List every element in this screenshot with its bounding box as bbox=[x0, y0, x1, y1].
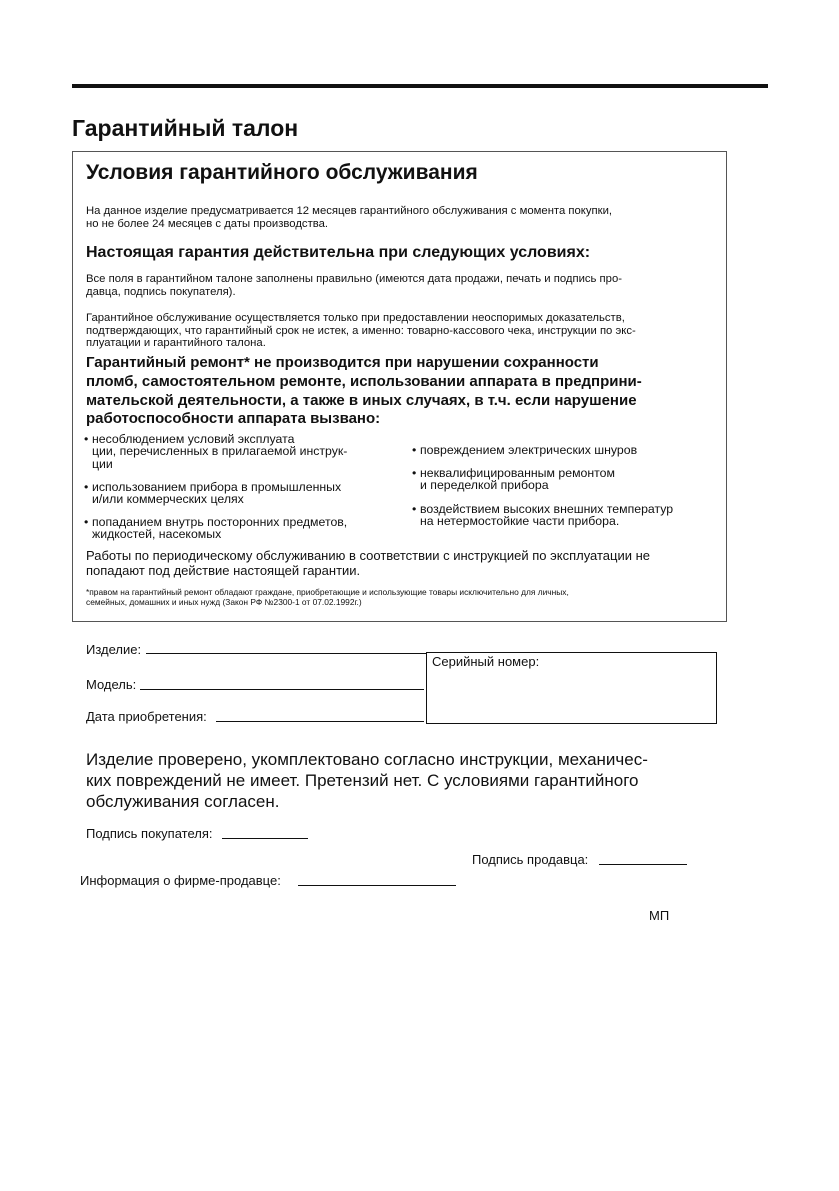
list-item: • неквалифицированным ремонтом и переделкой прибора bbox=[412, 466, 615, 493]
model-label: Модель: bbox=[86, 677, 137, 692]
list-item: • воздействием высоких внешних температур на нетермостойкие части прибора. bbox=[412, 502, 674, 529]
conditions-title: Условия гарантийного обслуживания bbox=[86, 161, 478, 184]
bullet-marker: • bbox=[412, 443, 417, 457]
seller-info-label: Информация о фирме-продавце: bbox=[80, 873, 281, 888]
bullet-marker: • bbox=[412, 502, 417, 516]
list-item: • несоблюдением условий эксплуата ции, перечисленных в прилагаемой инструк- ции bbox=[84, 432, 348, 471]
bullet-marker: • bbox=[84, 515, 89, 529]
serial-number-label: Серийный номер: bbox=[432, 654, 540, 669]
product-field[interactable] bbox=[146, 653, 426, 654]
exclusions-paragraph: Гарантийный ремонт* не производится при нарушении сохранности пломб, самостоятельном ремонте, использовании аппарата в предприни- мательской деятельности, а также в иных случаях, в т.ч. если нарушение работоспособности аппарата вызвано: bbox=[86, 354, 642, 428]
bullet-marker: • bbox=[412, 466, 417, 480]
buyer-signature-label: Подпись покупателя: bbox=[86, 826, 213, 841]
list-item: • использованием прибора в промышленных и/или коммерческих целях bbox=[84, 480, 342, 507]
list-item: • попаданием внутрь посторонних предметов, жидкостей, насекомых bbox=[84, 515, 348, 542]
stamp-label: МП bbox=[649, 908, 670, 923]
purchase-date-field[interactable] bbox=[216, 721, 424, 722]
seller-info-field[interactable] bbox=[298, 885, 456, 886]
product-label: Изделие: bbox=[86, 642, 142, 657]
purchase-date-label: Дата приобретения: bbox=[86, 709, 207, 724]
acceptance-statement: Изделие проверено, укомплектовано согласно инструкции, механичес- ких повреждений не имеет. Претензий нет. С условиями гарантийного обслуживания согласен. bbox=[86, 750, 648, 811]
top-rule bbox=[72, 84, 768, 88]
model-field[interactable] bbox=[140, 689, 424, 690]
seller-signature-field[interactable] bbox=[599, 864, 687, 865]
paragraph-proof: Гарантийное обслуживание осуществляется только при предоставлении неоспоримых доказательств, подтверждающих, что гарантийный срок не истек, а именно: товарно-кассового чека, инструкции по экс- плуатации и гарантийного талона. bbox=[86, 312, 636, 350]
buyer-signature-field[interactable] bbox=[222, 838, 308, 839]
footnote: *правом на гарантийный ремонт обладают граждане, приобретающие и использующие товары исключительно для личных, семейных, домашних и иных нужд (Закон РФ №2300-1 от 07.02.1992г.) bbox=[86, 587, 569, 608]
page-title: Гарантийный талон bbox=[72, 115, 299, 141]
intro-paragraph: На данное изделие предусматривается 12 месяцев гарантийного обслуживания с момента покупки, но не более 24 месяцев с даты производства. bbox=[86, 205, 613, 230]
bullet-marker: • bbox=[84, 432, 89, 446]
maintenance-note: Работы по периодическому обслуживанию в соответствии с инструкцией по эксплуатации не попадают под действие настоящей гарантии. bbox=[86, 548, 651, 578]
conditions-subtitle: Настоящая гарантия действительна при следующих условиях: bbox=[86, 244, 591, 261]
bullet-marker: • bbox=[84, 480, 89, 494]
list-item: • повреждением электрических шнуров bbox=[412, 443, 638, 457]
paragraph-fields: Все поля в гарантийном талоне заполнены правильно (имеются дата продажи, печать и подпись про- давца, подпись покупателя). bbox=[86, 273, 623, 298]
seller-signature-label: Подпись продавца: bbox=[472, 852, 589, 867]
